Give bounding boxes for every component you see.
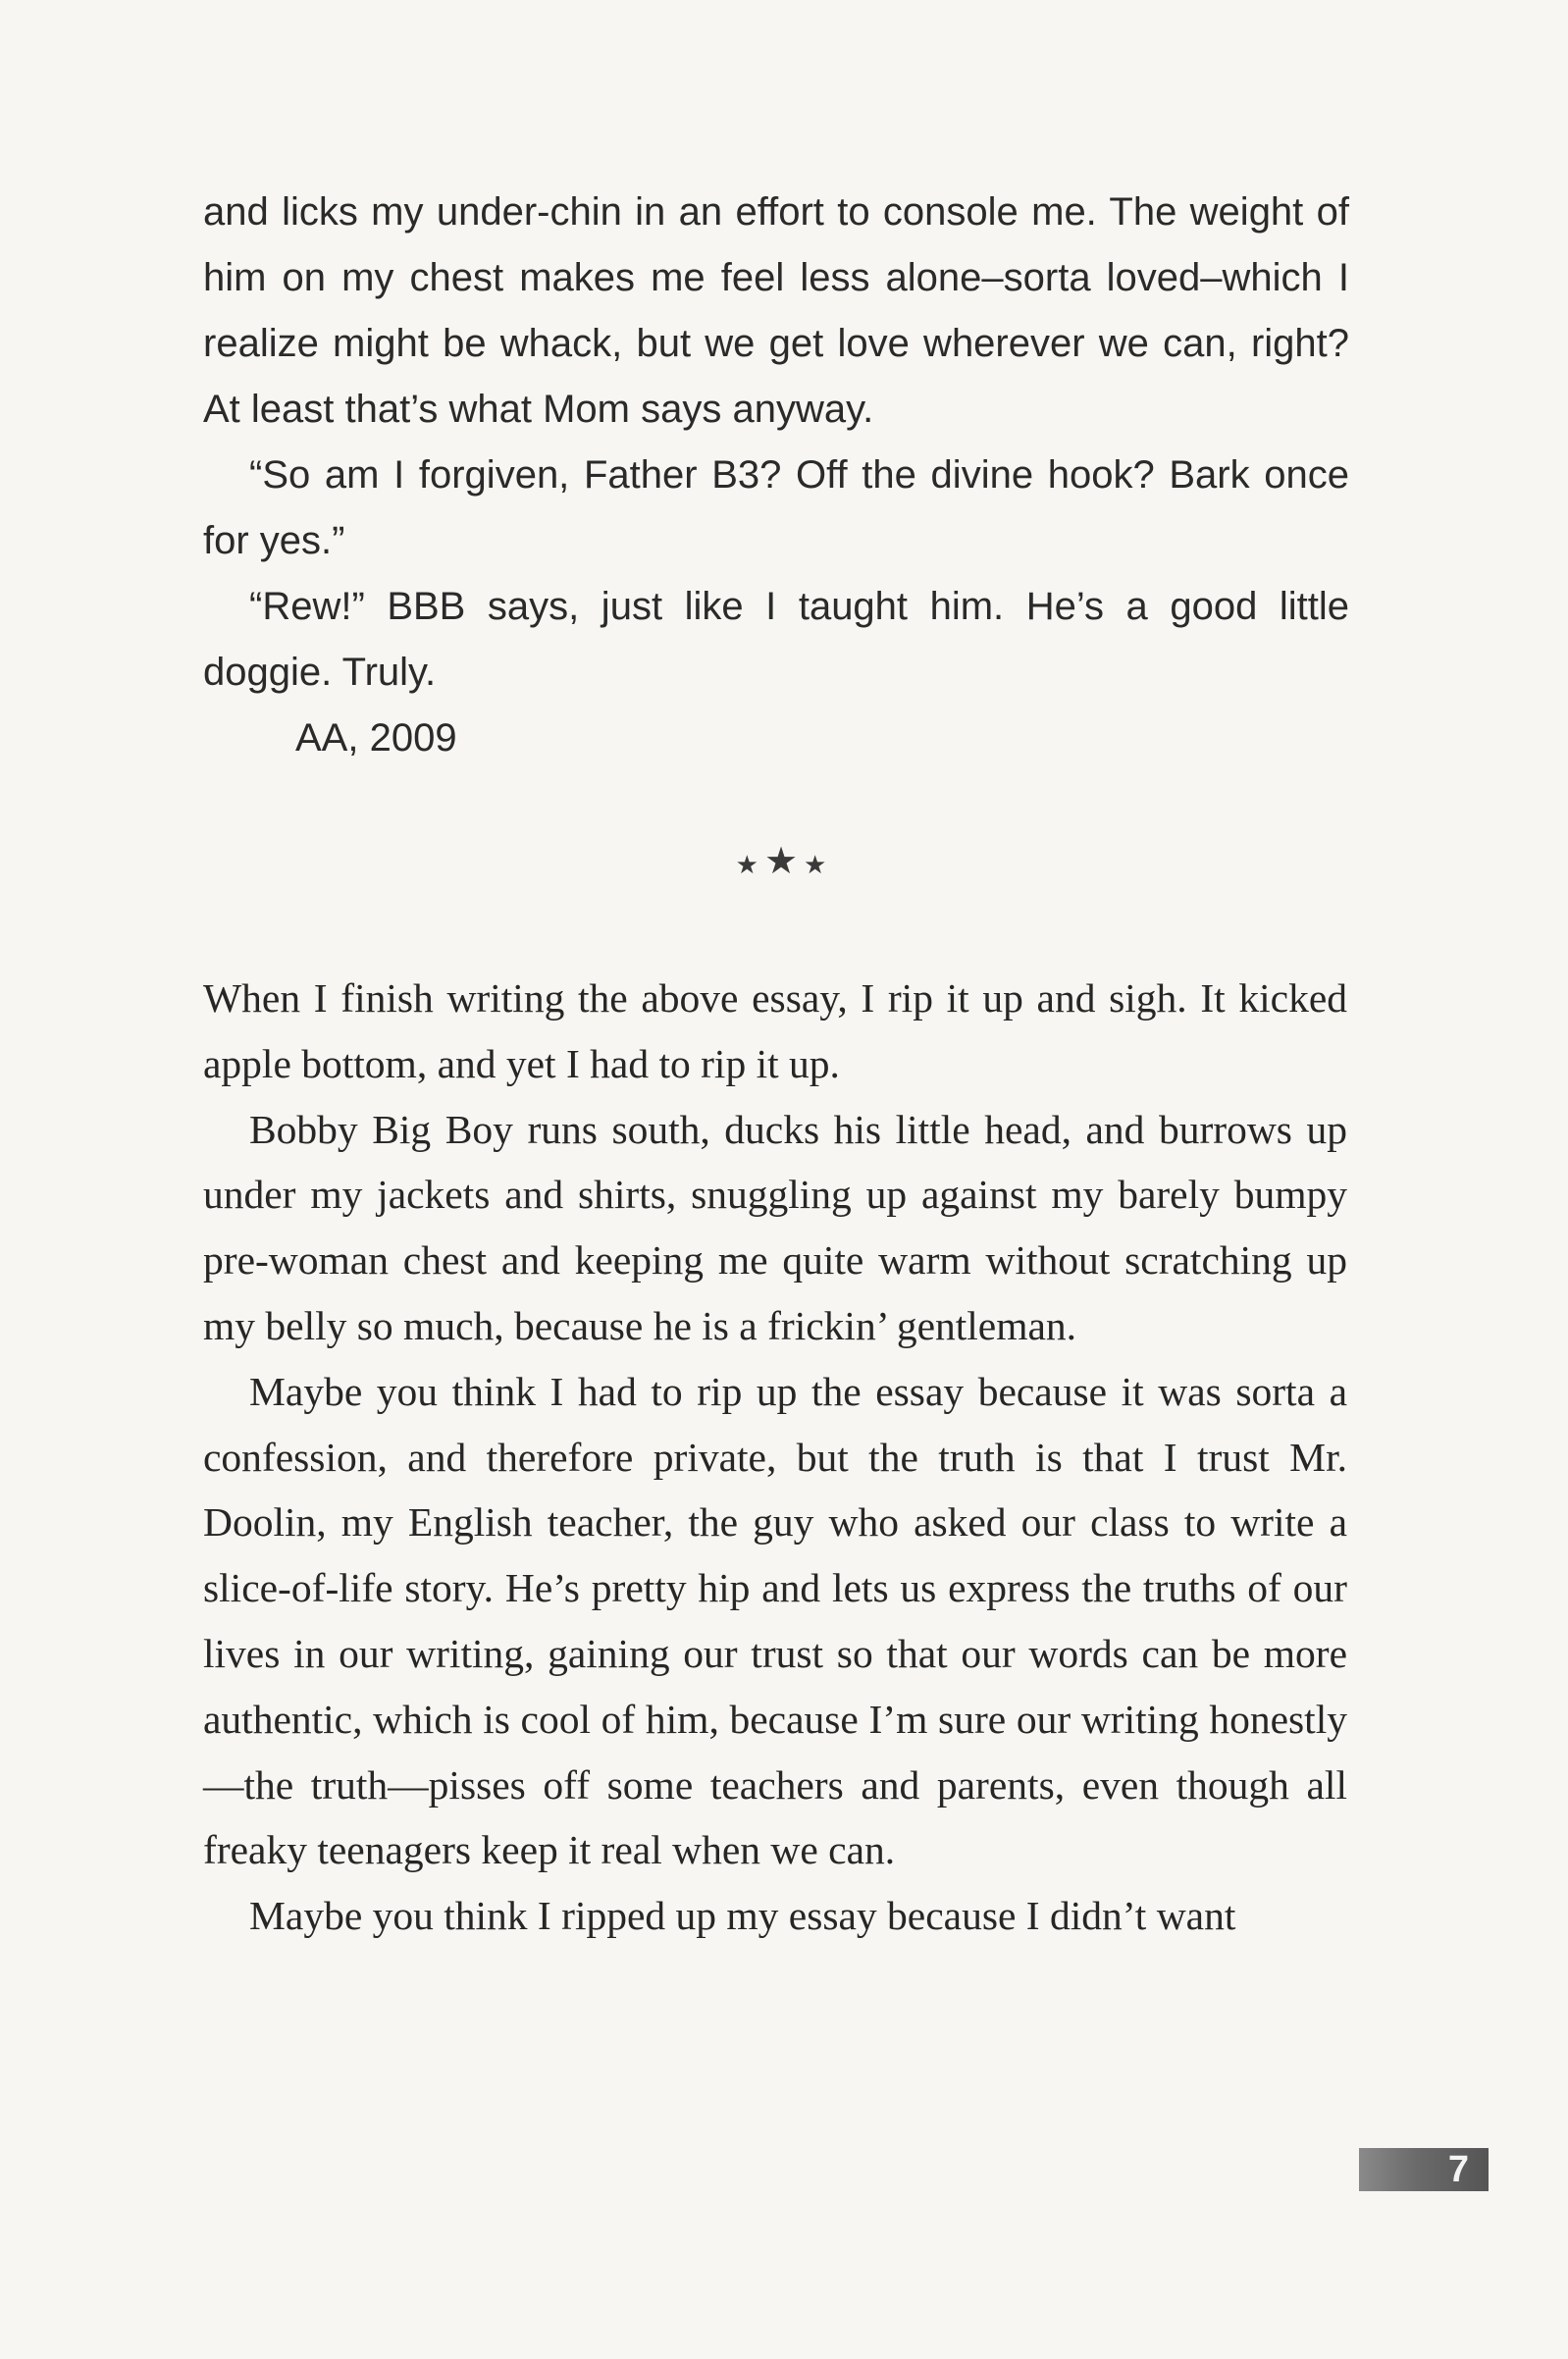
essay-signature: AA, 2009 [295, 716, 457, 760]
narrative-text [203, 966, 1347, 1949]
divider-star-left-icon: ★ [735, 851, 764, 880]
narrative-paragraph-1: When I finish writing the above essay, I rip it up and sigh. It kicked apple bottom, and yet I had to rip it up. [203, 975, 1347, 1086]
essay-paragraph-1: and licks my under-chin in an effort to console me. The weight of him on my chest makes me feel less alone–sorta loved–which I realize might be whack, but we get love wherever we can, right? At least that’s what Mom says anyway. [203, 190, 1349, 431]
narrative-paragraph-2: Bobby Big Boy runs south, ducks his little head, and burrows up under my jackets and shirts, snuggling up against my barely bumpy pre-woman chest and keeping me quite warm without scratching up my belly so much, because he is a frickin’ gentleman. [203, 1106, 1347, 1348]
essay-paragraph-3: “Rew!” BBB says, just like I taught him. He’s a good little doggie. Truly. [203, 585, 1349, 694]
narrative-paragraph-3: Maybe you think I had to rip up the essay because it was sorta a confession, and therefore private, but the truth is that I trust Mr. Doolin, my English teacher, the guy who asked our class to write a slice-of-life story. He’s pretty hip and lets us express the truths of our lives in our writing, gaining our trust so that our words can be more authentic, which is cool of him, because I’m sure our writing honestly—the truth—pisses off some teachers and parents, even though all freaky teenagers keep it real when we can. [203, 1368, 1347, 1873]
page-number: 7 [1359, 2148, 1489, 2191]
essay-paragraph-2: “So am I forgiven, Father B3? Off the divine hook? Bark once for yes.” [203, 453, 1349, 562]
narrative-paragraph-4: Maybe you think I ripped up my essay because I didn’t want [249, 1893, 1236, 1939]
divider-star-right-icon: ★ [804, 851, 833, 880]
essay-excerpt [203, 180, 1349, 771]
section-divider [0, 839, 1568, 882]
divider-star-middle-icon: ★ [763, 839, 805, 882]
